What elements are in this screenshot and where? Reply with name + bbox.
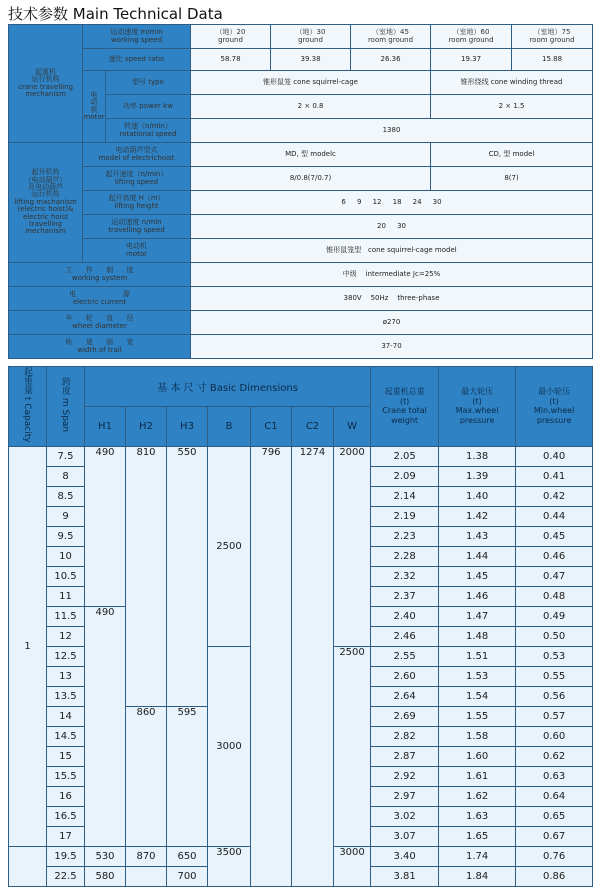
max-pressure-cell: 1.39 [439,466,516,486]
col-h2: H2 [126,406,167,446]
type-label: 型号 type [106,71,191,95]
hoist-model-value-b: CD, 型 model [431,143,593,167]
min-pressure-cell: 0.45 [516,526,593,546]
max-pressure-cell: 1.84 [439,866,516,886]
span-cell: 15.5 [47,766,85,786]
min-pressure-cell: 0.50 [516,626,593,646]
hoist-motor-label: 电动机 motor [83,239,191,263]
weight-cell: 2.19 [371,506,439,526]
col-h1: H1 [85,406,126,446]
min-pressure-cell: 0.48 [516,586,593,606]
b-cell: 3000 [208,646,251,846]
h2-cell: 810 [126,446,167,706]
span-cell: 10 [47,546,85,566]
min-pressure-cell: 0.55 [516,666,593,686]
max-pressure-cell: 1.61 [439,766,516,786]
max-pressure-cell: 1.62 [439,786,516,806]
max-pressure-cell: 1.74 [439,846,516,866]
span-cell: 16 [47,786,85,806]
max-pressure-cell: 1.38 [439,446,516,466]
type-value-a: 锥形鼠笼 cone squirrel-cage [191,71,431,95]
weight-cell: 2.46 [371,626,439,646]
max-pressure-cell: 1.46 [439,586,516,606]
lifting-height-label: 起升高度 H（m） lifting height [83,191,191,215]
weight-cell: 2.37 [371,586,439,606]
h1-cell: 490 [85,446,126,606]
weight-cell: 2.92 [371,766,439,786]
w-cell: 2500 [334,646,371,846]
weight-cell: 2.32 [371,566,439,586]
w-cell: 2000 [334,446,371,646]
span-cell: 22.5 [47,866,85,886]
table-row [9,446,593,466]
electric-current-value: 380V 50Hz three-phase [191,287,593,311]
h2-cell: 870 [126,846,167,866]
weight-cell: 3.07 [371,826,439,846]
weight-cell: 2.64 [371,686,439,706]
speed-ratio-2: 39.38 [271,49,351,71]
crane-travel-label: 起重机 运行机构 crane travelling mechanism [9,25,83,143]
min-pressure-cell: 0.65 [516,806,593,826]
span-cell: 13.5 [47,686,85,706]
min-pressure-cell: 0.46 [516,546,593,566]
capacity-header: 起重量 t Capacity [9,367,47,447]
wheel-diameter-label: 车 轮 直 径 wheel diameter [9,311,191,335]
hoist-model-value-a: MD, 型 modelc [191,143,431,167]
hoist-travel-label: 运动速度 n/min travelling speed [83,215,191,239]
hoist-model-label: 电动葫芦型式 model of electrichoist [83,143,191,167]
speed-ratio-label: 速比 speed ratio [83,49,191,71]
h2-cell: 860 [126,706,167,846]
b-cell: 2500 [208,446,251,646]
min-pressure-cell: 0.62 [516,746,593,766]
max-pressure-cell: 1.48 [439,626,516,646]
cap-cell [9,846,47,886]
working-speed-label: 运动速度 m/min working speed [83,25,191,49]
min-pressure-cell: 0.63 [516,766,593,786]
min-pressure-cell: 0.53 [516,646,593,666]
electric-current-label: 电 源 electric current [9,287,191,311]
power-value-b: 2 × 1.5 [431,95,593,119]
max-pressure-cell: 1.58 [439,726,516,746]
min-pressure-cell: 0.47 [516,566,593,586]
type-value-b: 锥形绕线 cone winding thread [431,71,593,95]
span-cell: 12 [47,626,85,646]
speed-ratio-5: 15.88 [512,49,593,71]
page-title: 技术参数 Main Technical Data [8,5,223,23]
speed-col-3: （室地）45 room ground [351,25,431,49]
span-header: 跨度 m Span [47,367,85,447]
h3-cell: 550 [167,446,208,706]
col-h3: H3 [167,406,208,446]
min-pressure-cell: 0.76 [516,846,593,866]
min-pressure-cell: 0.86 [516,866,593,886]
weight-cell: 2.28 [371,546,439,566]
h1-cell: 490 [85,606,126,846]
max-pressure-cell: 1.44 [439,546,516,566]
max-pressure-cell: 1.55 [439,706,516,726]
total-weight-header: 起重机总重 (t) Crane total weight [371,367,439,447]
weight-cell: 2.09 [371,466,439,486]
speed-col-1: （地）20 ground [191,25,271,49]
speed-col-4: （室地）60 room ground [431,25,512,49]
span-cell: 17 [47,826,85,846]
working-system-label: 工 作 制 度 working system [9,263,191,287]
c2-cell: 1274 [292,446,334,886]
weight-cell: 3.81 [371,866,439,886]
b-cell: 3500 [208,846,251,886]
max-pressure-cell: 1.65 [439,826,516,846]
w-cell: 3000 [334,846,371,886]
span-cell: 9.5 [47,526,85,546]
min-pressure-cell: 0.56 [516,686,593,706]
min-pressure-cell: 0.44 [516,506,593,526]
weight-cell: 3.40 [371,846,439,866]
min-pressure-cell: 0.49 [516,606,593,626]
span-cell: 14 [47,706,85,726]
weight-cell: 2.97 [371,786,439,806]
speed-ratio-1: 58.78 [191,49,271,71]
h3-cell: 650 [167,846,208,866]
weight-cell: 2.40 [371,606,439,626]
c1-cell: 796 [251,446,292,886]
wheel-diameter-value: ø270 [191,311,593,335]
span-cell: 13 [47,666,85,686]
min-pressure-header: 最小轮压 (t) Min.wheel pressure [516,367,593,447]
weight-cell: 2.82 [371,726,439,746]
max-pressure-cell: 1.40 [439,486,516,506]
col-w: W [334,406,371,446]
hoist-travel-value: 20 30 [191,215,593,239]
h3-cell: 700 [167,866,208,886]
weight-cell: 3.02 [371,806,439,826]
max-pressure-cell: 1.63 [439,806,516,826]
speed-col-5: （室地）75 room ground [512,25,593,49]
speed-col-2: （地）30 ground [271,25,351,49]
min-pressure-cell: 0.57 [516,706,593,726]
weight-cell: 2.60 [371,666,439,686]
max-pressure-cell: 1.47 [439,606,516,626]
trail-width-label: 轨 道 面 宽 width of trail [9,335,191,359]
span-cell: 9 [47,506,85,526]
max-pressure-cell: 1.43 [439,526,516,546]
span-cell: 19.5 [47,846,85,866]
trail-width-value: 37-70 [191,335,593,359]
speed-ratio-4: 19.37 [431,49,512,71]
weight-cell: 2.87 [371,746,439,766]
hoist-motor-value: 锥形鼠笼型 cone squirrel-cage model [191,239,593,263]
span-cell: 16.5 [47,806,85,826]
max-pressure-cell: 1.54 [439,686,516,706]
weight-cell: 2.55 [371,646,439,666]
h3-cell: 595 [167,706,208,846]
rot-speed-value: 1380 [191,119,593,143]
dimensions-table [8,366,593,887]
span-cell: 12.5 [47,646,85,666]
dimensions-body [9,446,593,886]
working-system-value: 中级 intermediate Jc=25% [191,263,593,287]
min-pressure-cell: 0.42 [516,486,593,506]
h1-cell: 530 [85,846,126,866]
min-pressure-cell: 0.41 [516,466,593,486]
lifting-speed-label: 起升速度（n/min） lifting speed [83,167,191,191]
span-cell: 7.5 [47,446,85,466]
span-cell: 15 [47,746,85,766]
basic-dimensions-header: 基 本 尺 寸 Basic Dimensions [85,367,371,407]
max-pressure-cell: 1.51 [439,646,516,666]
span-cell: 8 [47,466,85,486]
max-pressure-cell: 1.53 [439,666,516,686]
min-pressure-cell: 0.67 [516,826,593,846]
max-pressure-cell: 1.60 [439,746,516,766]
col-c1: C1 [251,406,292,446]
rot-speed-label: 转速（n/min） rotational speed [106,119,191,143]
lifting-speed-value-b: 8(7) [431,167,593,191]
max-pressure-cell: 1.45 [439,566,516,586]
span-cell: 14.5 [47,726,85,746]
col-b: B [208,406,251,446]
lifting-height-value: 6 9 12 18 24 30 [191,191,593,215]
lifting-speed-value-a: 8/0.8(7/0.7) [191,167,431,191]
weight-cell: 2.05 [371,446,439,466]
power-label: 功率 power kw [106,95,191,119]
span-cell: 11 [47,586,85,606]
span-cell: 10.5 [47,566,85,586]
power-value-a: 2 × 0.8 [191,95,431,119]
motor-label: 电 动 机 motor [83,71,106,143]
min-pressure-cell: 0.60 [516,726,593,746]
technical-data-table [8,24,593,359]
weight-cell: 2.69 [371,706,439,726]
span-cell: 8.5 [47,486,85,506]
h1-cell: 580 [85,866,126,886]
lifting-label: 起升机构 （电动葫芦） 及电动葫芦 运行机构 lifting machanism (electric hoist)& electric hoist travelling mechanism [9,143,83,263]
weight-cell: 2.14 [371,486,439,506]
span-cell: 11.5 [47,606,85,626]
min-pressure-cell: 0.64 [516,786,593,806]
weight-cell: 2.23 [371,526,439,546]
min-pressure-cell: 0.40 [516,446,593,466]
h2-cell [126,866,167,886]
max-pressure-header: 最大轮压 (t) Max.wheel pressure [439,367,516,447]
speed-ratio-3: 26.36 [351,49,431,71]
cap-cell: 1 [9,446,47,846]
max-pressure-cell: 1.42 [439,506,516,526]
col-c2: C2 [292,406,334,446]
